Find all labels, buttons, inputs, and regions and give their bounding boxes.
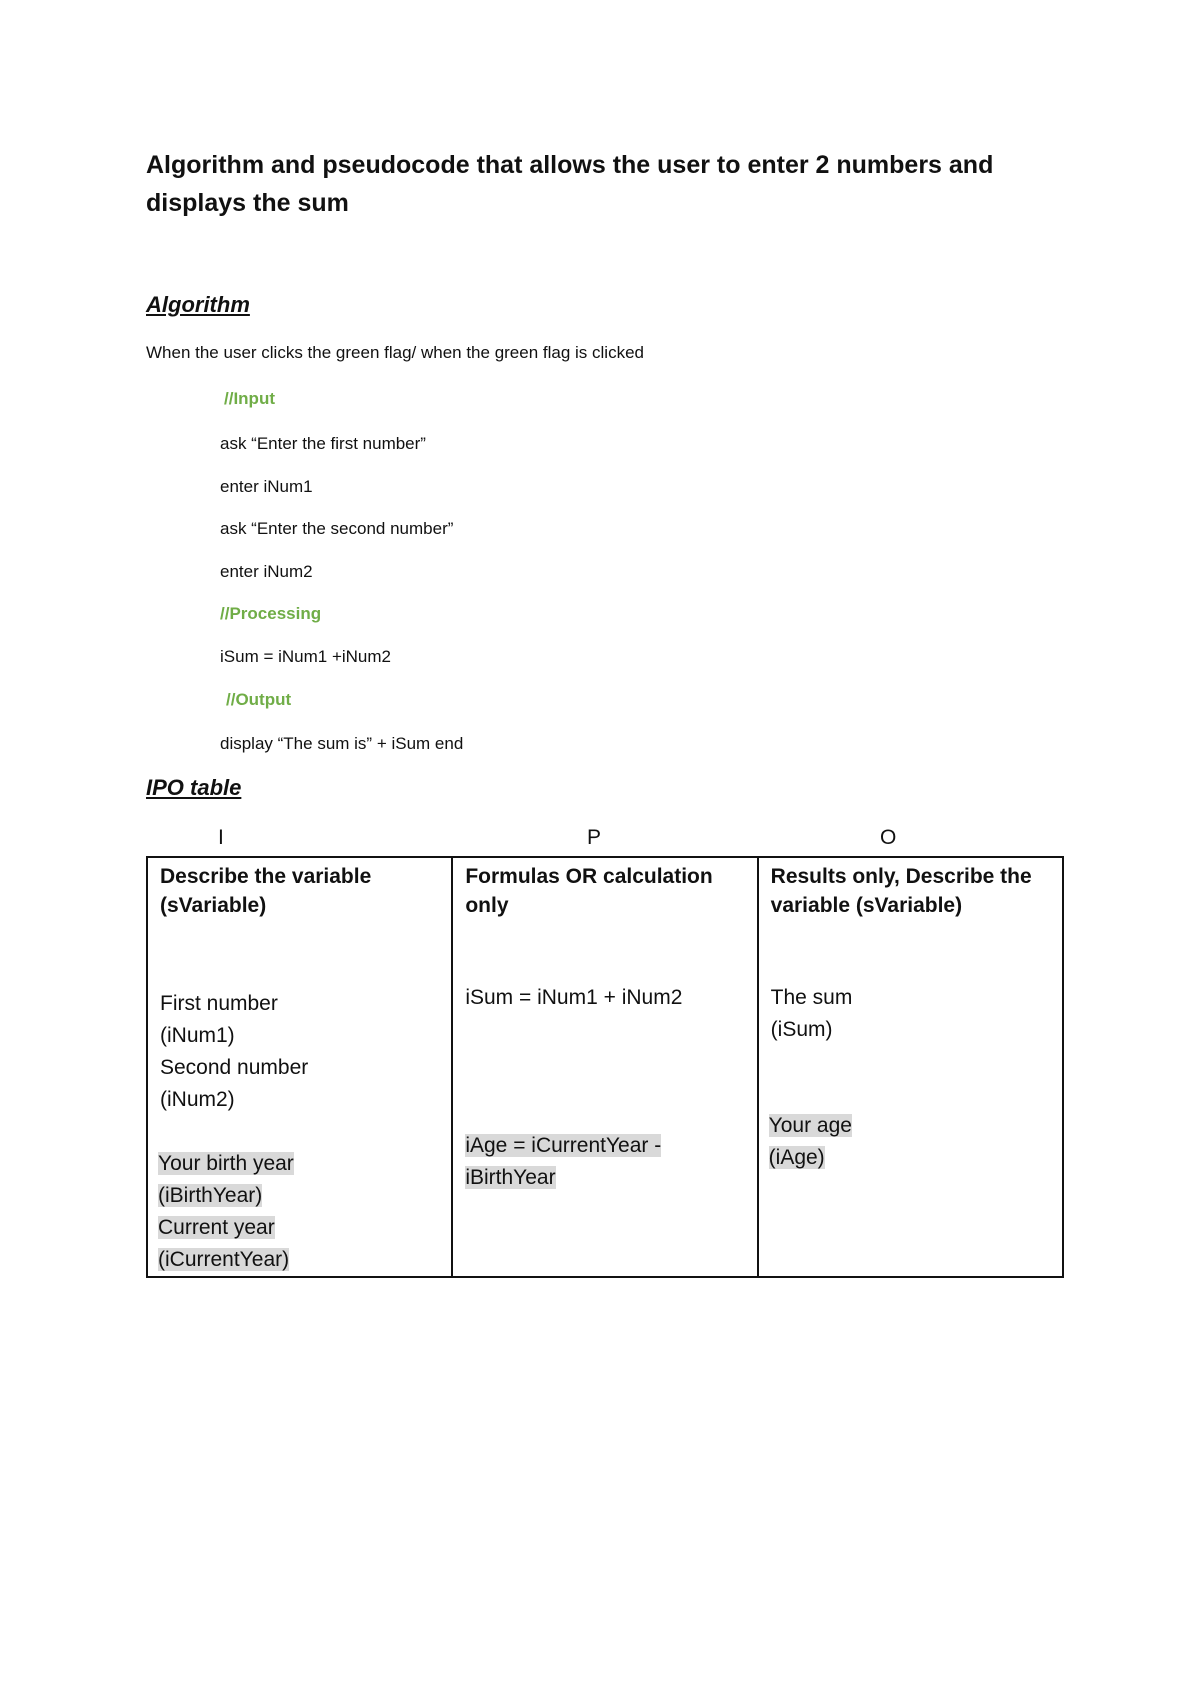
comment-processing: //Processing — [220, 604, 322, 623]
output-line: (iSum) — [770, 1018, 833, 1041]
algorithm-line: iSum = iNum1 +iNum2 — [220, 647, 392, 666]
ipo-table — [146, 856, 1064, 1278]
table-row — [147, 857, 1063, 1277]
algorithm-line: enter iNum1 — [220, 477, 313, 496]
input-header: Describe the variable (sVariable) — [160, 865, 372, 917]
input-line: Second number — [160, 1056, 309, 1079]
page-title: Algorithm and pseudocode that allows the user to enter 2 numbers and displays the sum — [146, 151, 994, 217]
input-line: (iNum2) — [160, 1088, 235, 1111]
input-line: (iNum1) — [160, 1024, 235, 1047]
output-line-highlighted: (iAge) — [768, 1146, 825, 1169]
algorithm-line: ask “Enter the first number” — [220, 434, 426, 453]
input-line-highlighted: Your birth year — [158, 1152, 294, 1175]
output-cell — [758, 857, 1063, 1277]
algorithm-line: ask “Enter the second number” — [220, 519, 454, 538]
column-letter-i: I — [218, 826, 224, 849]
input-line: First number — [160, 992, 278, 1015]
processing-line: iSum = iNum1 + iNum2 — [465, 986, 683, 1009]
processing-header: Formulas OR calculation only — [465, 865, 713, 917]
comment-output: //Output — [226, 690, 292, 709]
output-header: Results only, Describe the variable (sVariable) — [770, 865, 1032, 917]
output-line-highlighted: Your age — [768, 1114, 852, 1137]
algorithm-intro: When the user clicks the green flag/ when the green flag is clicked — [146, 343, 644, 362]
algorithm-heading: Algorithm — [146, 292, 250, 317]
input-line-highlighted: (iBirthYear) — [158, 1184, 263, 1207]
column-letter-p: P — [587, 826, 602, 849]
ipo-heading: IPO table — [146, 775, 242, 800]
processing-line-highlighted: iAge = iCurrentYear - — [465, 1134, 662, 1157]
processing-cell — [452, 857, 757, 1277]
algorithm-line: enter iNum2 — [220, 562, 313, 581]
column-letter-o: O — [880, 826, 897, 849]
processing-line-highlighted: iBirthYear — [465, 1166, 556, 1189]
output-line: The sum — [770, 986, 853, 1009]
input-line-highlighted: (iCurrentYear) — [158, 1248, 290, 1271]
input-line-highlighted: Current year — [158, 1216, 275, 1239]
algorithm-line: display “The sum is” + iSum end — [220, 734, 464, 753]
comment-input: //Input — [224, 389, 275, 408]
input-cell — [147, 857, 452, 1277]
